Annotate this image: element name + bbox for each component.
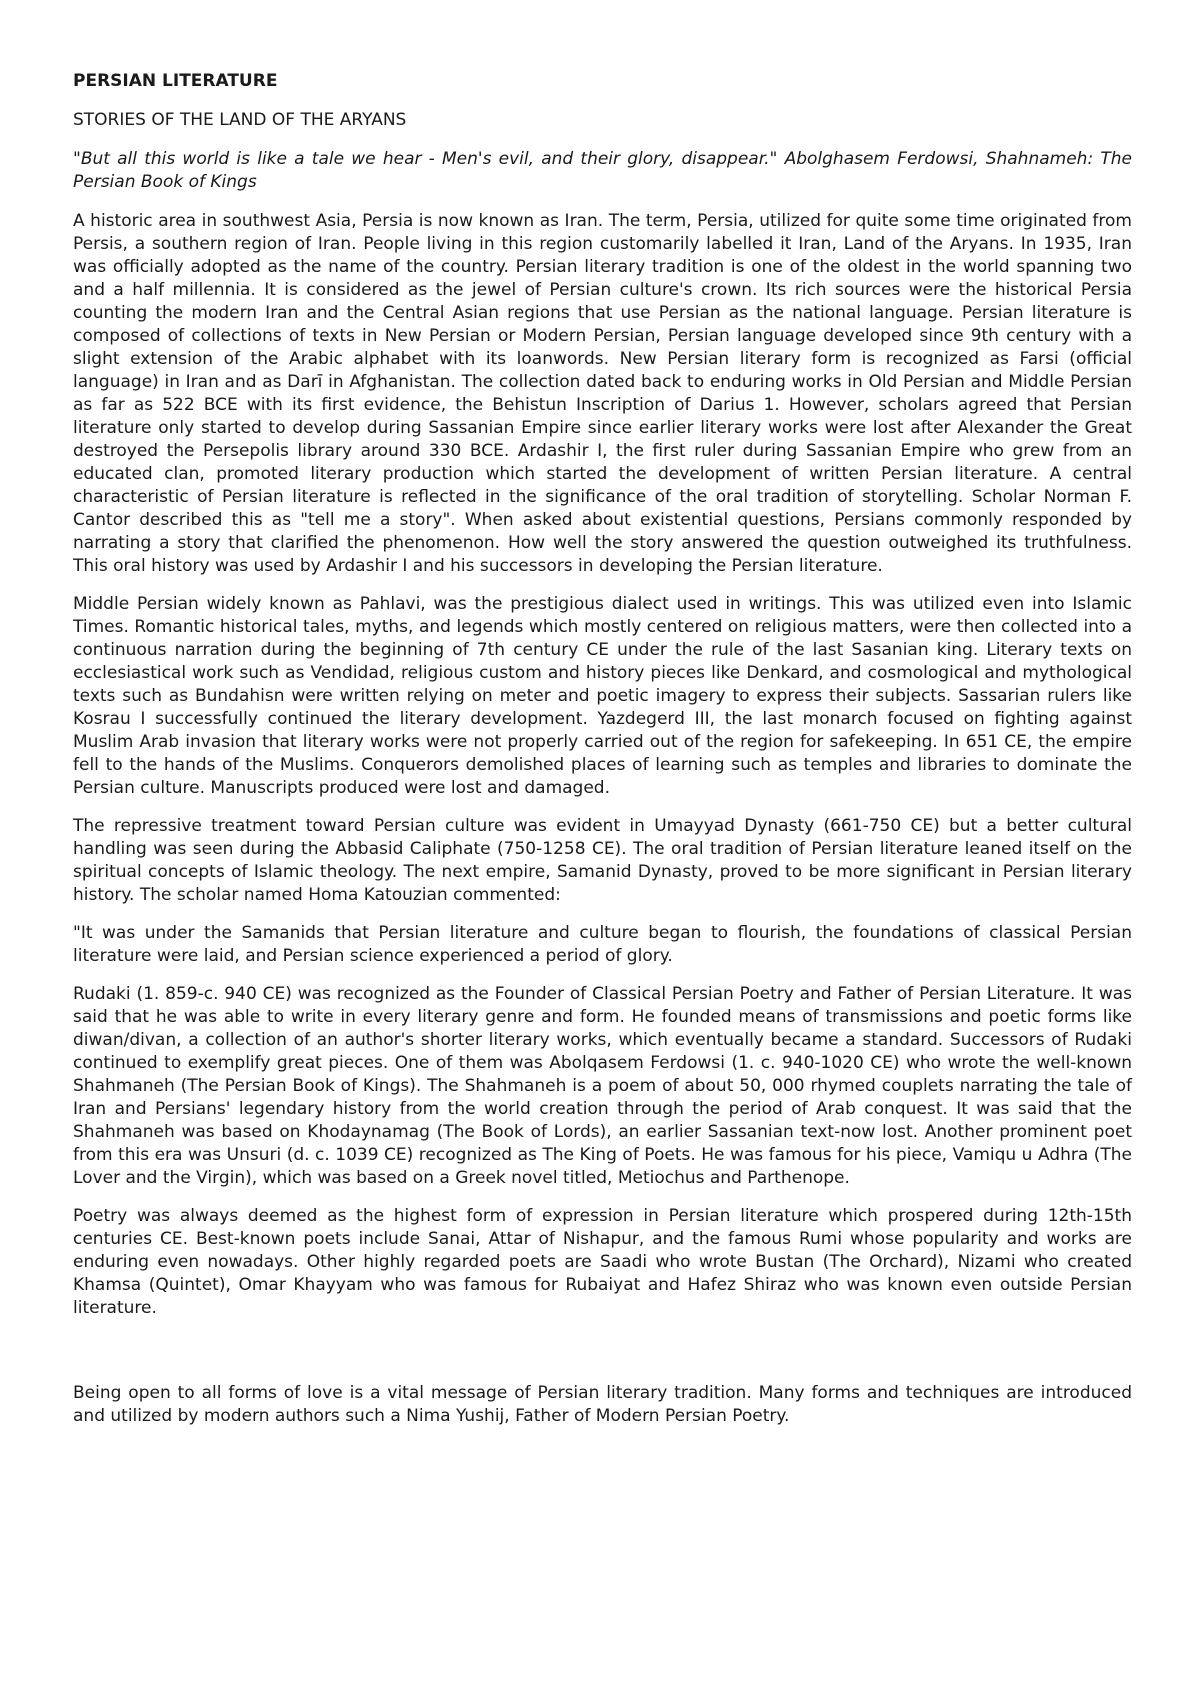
paragraph-love-message: Being open to all forms of love is a vital message of Persian literary tradition. Many forms and techniques are introduced and utilized by modern authors such a Nima Yushij, Father of Modern Persian Poetry. — [73, 1383, 1132, 1426]
paragraph-umayyad-abbasid: The repressive treatment toward Persian culture was evident in Umayyad Dynasty (661-750 CE) but a better cultural handling was seen during the Abbasid Caliphate (750-1258 CE). The oral tradition of Persian literature leaned itself on the spiritual concepts of Islamic theology. The next empire, Samanid Dynasty, proved to be more significant in Persian literary history. The scholar named Homa Katouzian commented: — [73, 816, 1132, 905]
paragraph-rudaki: Rudaki (1. 859-c. 940 CE) was recognized as the Founder of Classical Persian Poetry and Father of Persian Literature. It was said that he was able to write in every literary genre and form. He founded means of transmissions and poetic forms like diwan/divan, a collection of an author's shorter literary works, which eventually became a standard. Successors of Rudaki continued to exemplify great pieces. One of them was Abolqasem Ferdowsi (1. c. 940-1020 CE) who wrote the well-known Shahmaneh (The Persian Book of Kings). The Shahmaneh is a poem of about 50, 000 rhymed couplets narrating the tale of Iran and Persians' legendary history from the world creation through the period of Arab conquest. It was said that the Shahmaneh was based on Khodaynamag (The Book of Lords), an earlier Sassanian text-now lost. Another prominent poet from this era was Unsuri (d. c. 1039 CE) recognized as The King of Poets. He was famous for his piece, Vamiqu u Adhra (The Lover and the Virgin), which was based on a Greek novel titled, Metiochus and Parthenope. — [73, 984, 1132, 1188]
paragraph-katouzian-quote: "It was under the Samanids that Persian literature and culture began to flourish, the foundations of classical Persian literature were laid, and Persian science experienced a period of glory. — [73, 923, 1132, 966]
epigraph-quote: "But all this world is like a tale we hear - Men's evil, and their glory, disappear." Abolghasem Ferdowsi, Shahnameh: The Persian Book of Kings — [73, 149, 1132, 192]
paragraph-intro: A historic area in southwest Asia, Persia is now known as Iran. The term, Persia, utilized for quite some time originated from Persis, a southern region of Iran. People living in this region customarily labelled it Iran, Land of the Aryans. In 1935, Iran was officially adopted as the name of the country. Persian literary tradition is one of the oldest in the world spanning two and a half millennia. It is considered as the jewel of Persian culture's crown. Its rich sources were the historical Persia counting the modern Iran and the Central Asian regions that use Persian as the national language. Persian literature is composed of collections of texts in New Persian or Modern Persian, Persian language developed since 9th century with a slight extension of the Arabic alphabet with its loanwords. New Persian literary form is recognized as Farsi (official language) in Iran and as Darī in Afghanistan. The collection dated back to enduring works in Old Persian and Middle Persian as far as 522 BCE with its first evidence, the Behistun Inscription of Darius 1. However, scholars agreed that Persian literature only started to develop during Sassanian Empire since earlier literary works were lost after Alexander the Great destroyed the Persepolis library around 330 BCE. Ardashir I, the first ruler during Sassanian Empire who grew from an educated clan, promoted literary production which started the development of written Persian literature. A central characteristic of Persian literature is reflected in the significance of the oral tradition of storytelling. Scholar Norman F. Cantor described this as "tell me a story". When asked about existential questions, Persians commonly responded by narrating a story that clarified the phenomenon. How well the story answered the question outweighed its truthfulness. This oral history was used by Ardashir I and his successors in developing the Persian literature. — [73, 211, 1132, 576]
paragraph-middle-persian: Middle Persian widely known as Pahlavi, was the prestigious dialect used in writings. This was utilized even into Islamic Times. Romantic historical tales, myths, and legends which mostly centered on religious matters, were then collected into a continuous narration during the beginning of 7th century CE under the rule of the last Sasanian king. Literary texts on ecclesiastical work such as Vendidad, religious custom and history pieces like Denkard, and cosmological and mythological texts such as Bundahisn were written relying on meter and poetic imagery to express their subjects. Sassarian rulers like Kosrau I successfully continued the literary development. Yazdegerd III, the last monarch focused on fighting against Muslim Arab invasion that literary works were not properly carried out of the region for safekeeping. In 651 CE, the empire fell to the hands of the Muslims. Conquerors demolished places of learning such as temples and libraries to dominate the Persian culture. Manuscripts produced were lost and damaged. — [73, 594, 1132, 798]
paragraph-poetry: Poetry was always deemed as the highest form of expression in Persian literature which prospered during 12th-15th centuries CE. Best-known poets include Sanai, Attar of Nishapur, and the famous Rumi whose popularity and works are enduring even nowadays. Other highly regarded poets are Saadi who wrote Bustan (The Orchard), Nizami who created Khamsa (Quintet), Omar Khayyam who was famous for Rubaiyat and Hafez Shiraz who was known even outside Persian literature. — [73, 1206, 1132, 1318]
document-subtitle: STORIES OF THE LAND OF THE ARYANS — [73, 110, 407, 130]
document-title: PERSIAN LITERATURE — [73, 71, 278, 91]
document-page — [73, 70, 1132, 1443]
